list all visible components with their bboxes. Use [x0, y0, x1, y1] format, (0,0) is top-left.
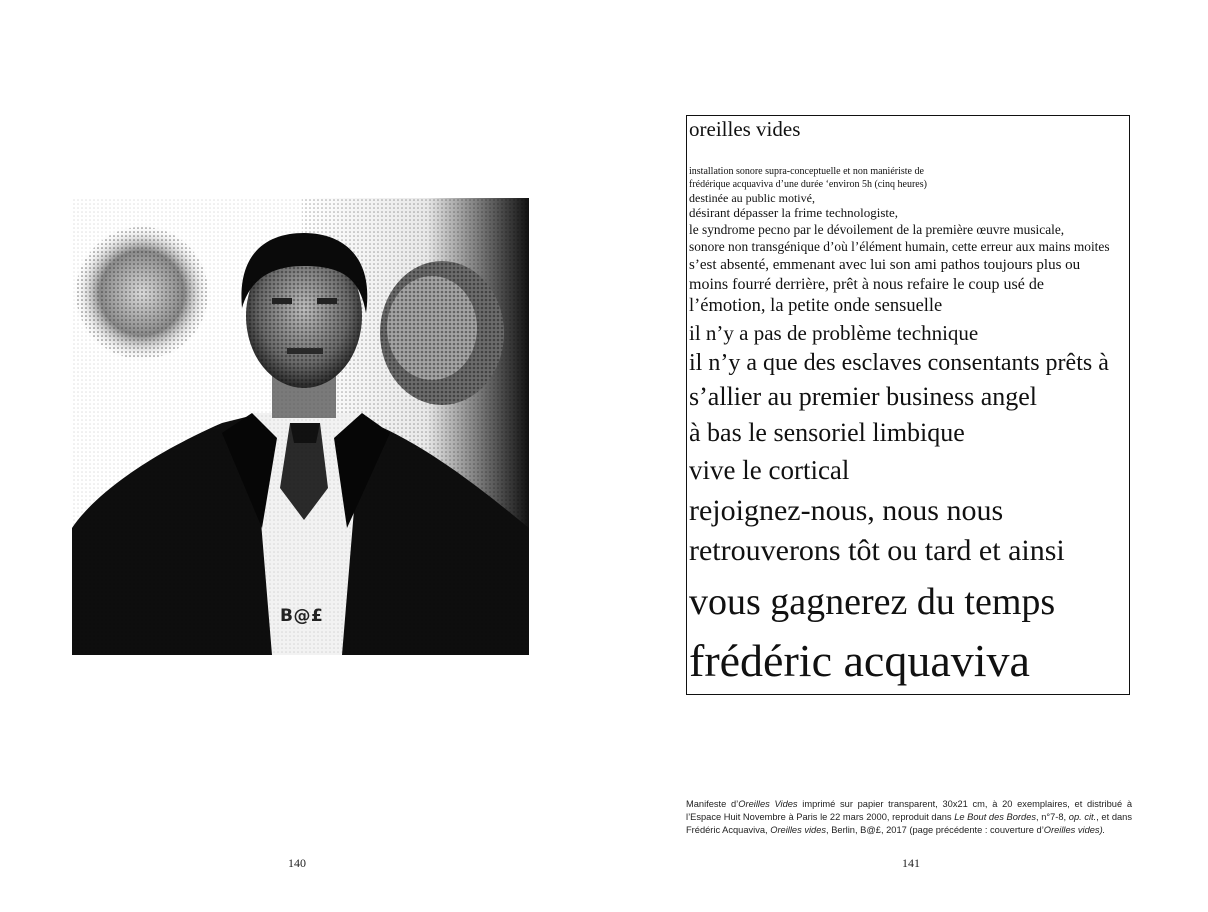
manifesto-line: vive le cortical: [689, 455, 850, 485]
manifesto-line: l’émotion, la petite onde sensuelle: [689, 296, 943, 316]
caption-text: , et dans Frédéric Acquaviva,: [686, 812, 1132, 835]
manifesto-line: rejoignez-nous, nous nous: [689, 494, 1004, 527]
manifesto-line: retrouverons tôt ou tard et ainsi: [689, 534, 1065, 567]
manifesto-title: oreilles vides: [689, 117, 801, 141]
manifesto-line: sonore non transgénique d’où l’élément humain, cette erreur aux mains moites: [689, 239, 1110, 254]
manifesto-line: désirant dépasser la frime technologiste,: [689, 205, 899, 220]
right-page: [604, 0, 1208, 912]
manifesto-line: le syndrome pecno par le dévoilement de la première œuvre musicale,: [689, 222, 1065, 237]
caption-text: , Berlin, B@£, 2017 (page précédente : couverture d’: [826, 825, 1044, 835]
caption-text: imprimé sur papier transparent, 30x21 cm, à 20 exemplaires, et distribué à l’Espace Huit Novembre à Paris le 22 mars 2000, reproduit dans: [686, 799, 1132, 822]
manifesto-line: moins fourré derrière, prêt à nous refaire le coup usé de: [689, 276, 1044, 293]
manifesto-line: vous gagnerez du temps: [689, 581, 1056, 623]
caption-title-italic: Oreilles Vides: [738, 799, 798, 809]
caption-citation-italic: op. cit.: [1068, 812, 1097, 822]
figure-caption: [686, 798, 1132, 837]
manifesto-line: s’est absenté, emmenant avec lui son ami pathos toujours plus ou: [689, 257, 1081, 273]
caption-title-italic: Oreilles vides).: [1043, 825, 1106, 835]
page-number-right: 141: [902, 856, 920, 870]
halftone-portrait-image: [72, 198, 529, 655]
manifesto-signature: frédéric acquaviva: [689, 635, 1030, 686]
manifesto-line: il n’y a que des esclaves consentants prêts à: [689, 350, 1109, 376]
caption-text: Manifeste d’: [686, 799, 739, 809]
manifesto-box: [686, 115, 1130, 695]
manifesto-line: à bas le sensoriel limbique: [689, 418, 965, 447]
manifesto-line: il n’y a pas de problème technique: [689, 321, 979, 345]
manifesto-line: frédérique acquaviva d’une durée ‘environ 5h (cinq heures): [689, 179, 927, 190]
portrait-photo: [72, 198, 529, 655]
publisher-mark: B@£: [280, 606, 324, 626]
caption-title-italic: Le Bout des Bordes: [954, 812, 1037, 822]
caption-title-italic: Oreilles vides: [770, 825, 827, 835]
manifesto-line: destinée au public motivé,: [689, 191, 815, 205]
page-number-left: 140: [288, 856, 306, 870]
manifesto-line: s’allier au premier business angel: [689, 382, 1037, 411]
caption-text: , n°7-8,: [1036, 812, 1069, 822]
manifesto-line: installation sonore supra-conceptuelle et non maniériste de: [689, 166, 924, 177]
